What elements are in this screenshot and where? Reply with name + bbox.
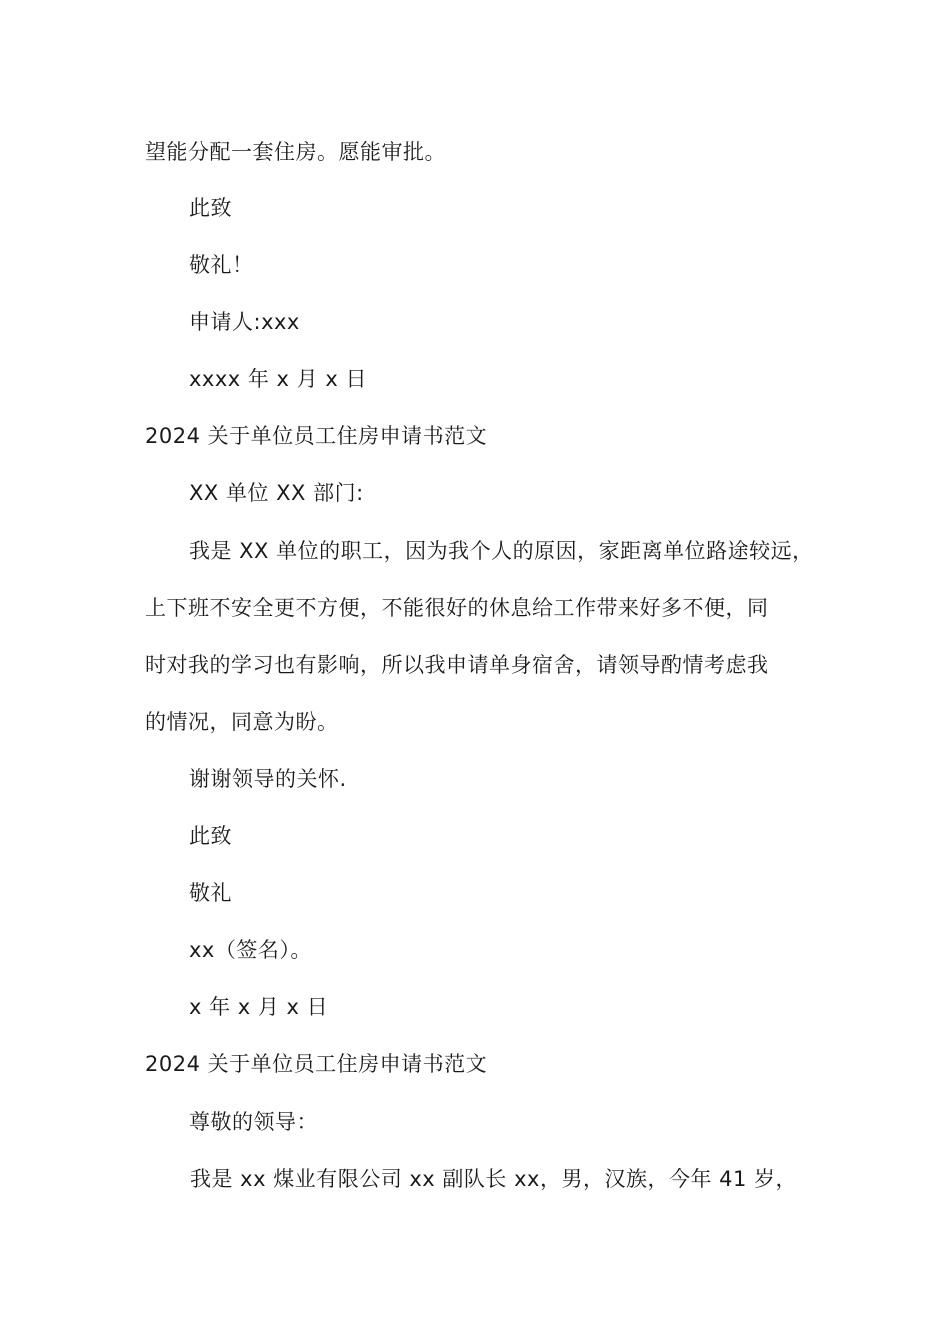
paragraph-line: 我是 xx 煤业有限公司 xx 副队长 xx，男，汉族，今年 41 岁，	[190, 1167, 798, 1191]
paragraph-line: 望能分配一套住房。愿能审批。	[145, 140, 446, 164]
section-title: 2024 关于单位员工住房申请书范文	[145, 1052, 488, 1076]
applicant-signature: xx（签名）。	[189, 938, 312, 962]
applicant-signature: 申请人:xxx	[189, 310, 300, 334]
paragraph-line: 上下班不安全更不方便，不能很好的休息给工作带来好多不便，同	[145, 596, 769, 620]
paragraph-line: 的情况，同意为盼。	[145, 710, 339, 734]
letter-date: x 年 x 月 x 日	[189, 995, 329, 1019]
paragraph-line: 我是 XX 单位的职工，因为我个人的原因，家距离单位路途较远，	[189, 539, 814, 563]
closing-regards: 敬礼！	[189, 253, 254, 277]
section-title: 2024 关于单位员工住房申请书范文	[145, 424, 488, 448]
closing-regards: 敬礼	[189, 881, 232, 905]
closing-salutation: 此致	[189, 196, 232, 220]
closing-salutation: 此致	[189, 824, 232, 848]
letter-addressee: 尊敬的领导：	[189, 1110, 318, 1134]
letter-addressee: XX 单位 XX 部门:	[189, 481, 364, 505]
thanks-line: 谢谢领导的关怀.	[189, 767, 347, 791]
paragraph-line: 时对我的学习也有影响，所以我申请单身宿舍，请领导酌情考虑我	[145, 653, 769, 677]
letter-date: xxxx 年 x 月 x 日	[189, 367, 367, 391]
